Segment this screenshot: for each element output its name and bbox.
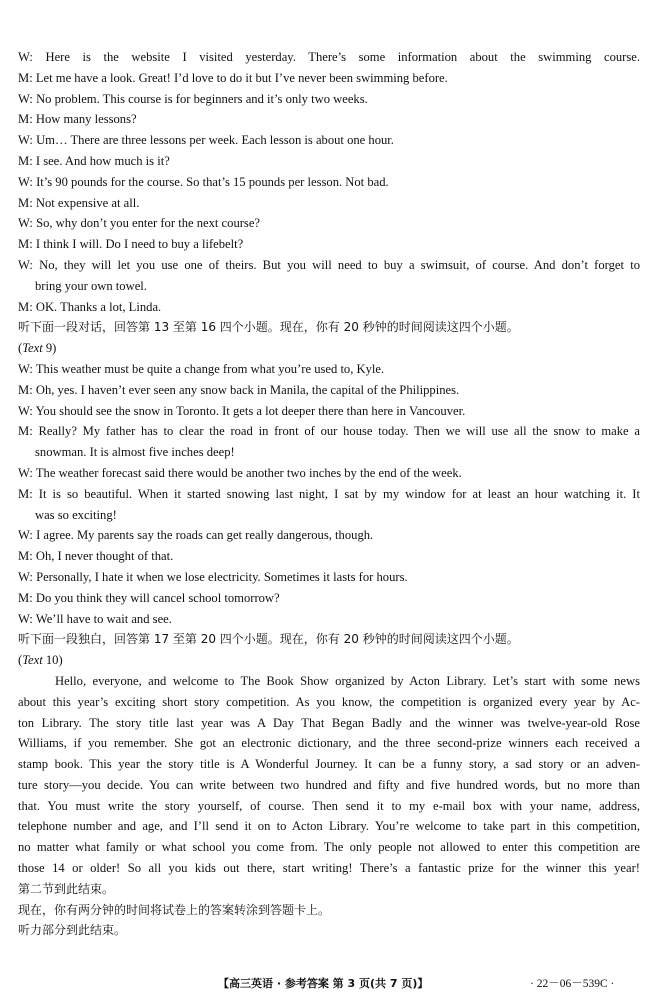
monologue-line: telephone number and age, and I’ll send it on to Acton Library. You’re welcome to take part in this competition, (18, 819, 640, 834)
dialogue-line: M: Do you think they will cancel school tomorrow? (18, 590, 280, 605)
dialogue-line: W: Here is the website I visited yesterday. There’s some information about the swimming course. (18, 50, 640, 64)
monologue-line: about this year’s exciting short story competition. As you know, the competition is organized every year by Ac- (18, 694, 640, 709)
dialogue-line: M: How many lessons? (18, 112, 137, 127)
dialogue-line: W: So, why don’t you enter for the next course? (18, 216, 261, 231)
section-end-note: 现在，你有两分钟的时间将试卷上的答案转涂到答题卡上。 (18, 902, 331, 917)
dialogue-line: M: Let me have a look. Great! I’d love to do it but I’ve never been swimming before. (18, 70, 448, 85)
dialogue-line: W: Personally, I hate it when we lose electricity. Sometimes it lasts for hours. (18, 569, 408, 584)
dialogue-line: W: You should see the snow in Toronto. It gets a lot deeper there than here in Vancouver. (18, 403, 466, 418)
footer-doc-code: · 22－06－539C · (530, 978, 615, 990)
dialogue-line: M: Oh, yes. I haven’t ever seen any snow back in Manila, the capital of the Philippines. (18, 382, 460, 397)
monologue-line: Williams, if you remember. She got an electronic dictionary, and the three second-prize winners each received a (18, 736, 640, 751)
dialogue-line-continued: bring your own towel. (35, 278, 147, 293)
dialogue-line: W: It’s 90 pounds for the course. So that’s 15 pounds per lesson. Not bad. (18, 174, 389, 189)
dialogue-line: M: Really? My father has to clear the road in front of our house today. Then we will use all the snow to make a (18, 424, 640, 439)
page-footer (0, 975, 653, 993)
monologue-line: stamp book. This year the story title is A Wonderful Journey. It can be a funny story, a sad story or an adven- (18, 757, 640, 772)
dialogue-line: W: We’ll have to wait and see. (18, 611, 172, 626)
section-end-note: 听力部分到此结束。 (18, 923, 127, 938)
section-instruction: 听下面一段独白，回答第 17 至第 20 四个小题。现在，你有 20 秒钟的时间阅读这四个小题。 (18, 632, 519, 647)
dialogue-line: W: No, they will let you use one of theirs. But you will need to buy a swimsuit, of course. And don’t forget to (18, 257, 640, 272)
dialogue-line: M: I think I will. Do I need to buy a lifebelt? (18, 237, 244, 252)
dialogue-line-continued: snowman. It is almost five inches deep! (35, 445, 235, 460)
dialogue-line: M: It is so beautiful. When it started snowing last night, I sat by my window for at least an hour watching it. It (18, 486, 640, 501)
monologue-line: no matter what family or what school you come from. The only people not allowed to enter this competition are (18, 840, 640, 855)
dialogue-line: W: I agree. My parents say the roads can get really dangerous, though. (18, 528, 374, 543)
section-end-note: 第二节到此结束。 (18, 881, 115, 896)
text-label: (Text 10) (18, 653, 63, 668)
dialogue-line: M: Not expensive at all. (18, 195, 140, 210)
dialogue-line-continued: was so exciting! (35, 507, 117, 522)
transcript-body (18, 47, 640, 941)
text-label: (Text 9) (18, 341, 57, 356)
dialogue-line: W: This weather must be quite a change from what you’re used to, Kyle. (18, 361, 385, 376)
section-instruction: 听下面一段对话，回答第 13 至第 16 四个小题。现在，你有 20 秒钟的时间阅读这四个小题。 (18, 320, 519, 335)
monologue-line: those 14 or older! So all you kids out there, start writing! There’s a fantastic prize for the winner this year! (18, 861, 640, 876)
dialogue-line: M: Oh, I never thought of that. (18, 549, 174, 564)
dialogue-line: W: Um… There are three lessons per week. Each lesson is about one hour. (18, 133, 394, 148)
monologue-line: ture story—you decide. You can write between two hundred and fifty and five hundred words, but no more than (18, 777, 640, 792)
dialogue-line: W: The weather forecast said there would be another two inches by the end of the week. (18, 465, 462, 480)
footer-page-info: 【高三英语 · 参考答案 第 3 页(共 7 页)】 (218, 977, 429, 990)
dialogue-line: W: No problem. This course is for beginners and it’s only two weeks. (18, 91, 368, 106)
monologue-line: ton Library. The story title last year was A Day That Began Badly and the winner was twelve-year-old Rose (18, 715, 640, 730)
dialogue-line: M: I see. And how much is it? (18, 153, 170, 168)
dialogue-line: M: OK. Thanks a lot, Linda. (18, 299, 162, 314)
monologue-line: that. You must write the story yourself, of course. Then send it to my e-mail box with your name, address, (18, 798, 640, 813)
monologue-line: Hello, everyone, and welcome to The Book Show organized by Acton Library. Let’s start with some news (55, 673, 640, 688)
